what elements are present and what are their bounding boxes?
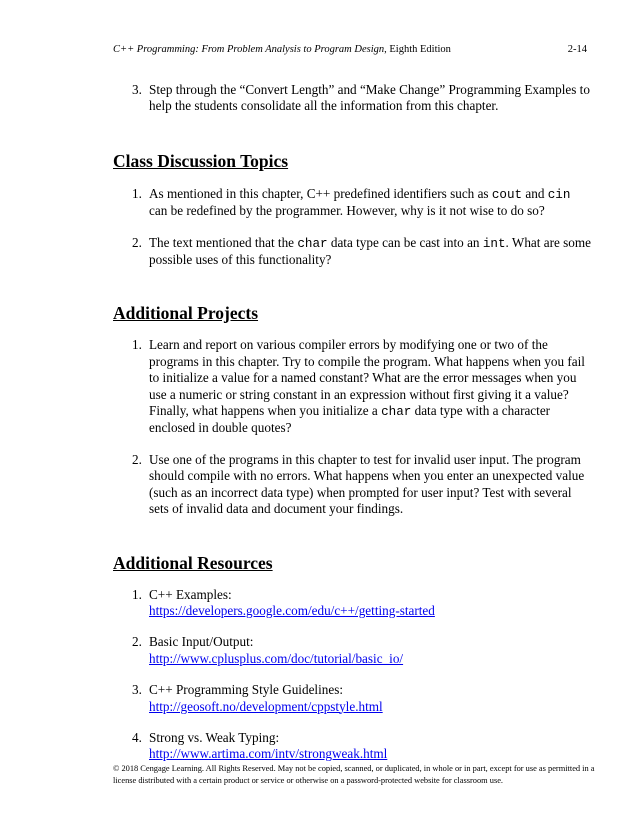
resource-label: Strong vs. Weak Typing: — [149, 729, 280, 745]
item-text: data type can be cast into an — [327, 234, 483, 250]
resource-item — [113, 634, 591, 667]
item-text: . What are some possible uses of this functionality? — [149, 234, 591, 268]
section-heading-class-discussion: Class Discussion Topics — [113, 150, 289, 171]
item-number: 2. — [132, 234, 142, 250]
code-token: int — [482, 236, 506, 251]
item-text: Step through the “Convert Length” and “Make Change” Programming Examples to help the students consolidate all the information from this chapter. — [149, 82, 590, 114]
code-token: char — [381, 405, 412, 420]
page-header — [113, 44, 587, 55]
resource-item — [113, 730, 591, 763]
item-text: As mentioned in this chapter, C++ predefined identifiers such as — [149, 185, 492, 201]
item-number: 3. — [132, 682, 142, 698]
resource-label: C++ Programming Style Guidelines: — [149, 682, 343, 698]
resource-label: Basic Input/Output: — [149, 634, 254, 650]
resource-link[interactable]: http://geosoft.no/development/cppstyle.html — [149, 698, 383, 714]
code-token: cin — [547, 187, 571, 202]
resource-link[interactable]: http://www.cplusplus.com/doc/tutorial/basic_io/ — [149, 650, 404, 666]
item-text: can be redefined by the programmer. However, why is it not wise to do so? — [149, 203, 545, 219]
item-text: and — [522, 185, 548, 201]
section-heading-additional-projects: Additional Projects — [113, 303, 259, 324]
item-number: 1. — [132, 337, 142, 353]
list-item — [113, 235, 591, 269]
item-number: 3. — [132, 82, 142, 97]
list-item — [113, 82, 591, 115]
item-text: Use one of the programs in this chapter to test for invalid user input. The program should compile with no errors. What happens when you enter an unexpected value (such as an incorrect data type) when prompted for user input? Test with several sets of invalid data and document your findings. — [149, 451, 585, 517]
code-token: cout — [491, 187, 523, 202]
header-page-number: 2-14 — [567, 44, 587, 55]
item-number: 4. — [132, 729, 142, 745]
code-token: char — [297, 236, 328, 251]
list-item — [113, 337, 591, 436]
resource-item — [113, 682, 591, 715]
resource-link[interactable]: https://developers.google.com/edu/c++/getting-started — [149, 602, 435, 618]
item-number: 1. — [132, 586, 142, 602]
header-book-title — [113, 44, 451, 55]
item-text: Learn and report on various compiler errors by modifying one or two of the programs in this chapter. Try to compile the program. What happens when you fail to initialize a value for a named constant? What are the error messages when you use a numeric or string constant in an expression without first giving it a value? Finally, what happens when you initialize a — [149, 337, 585, 419]
item-text: The text mentioned that the — [149, 234, 298, 250]
item-number: 1. — [132, 185, 142, 201]
page-content — [113, 82, 591, 763]
resource-link[interactable]: http://www.artima.com/intv/strongweak.html — [149, 746, 388, 762]
item-number: 2. — [132, 451, 142, 467]
resource-item — [113, 587, 591, 620]
item-number: 2. — [132, 634, 142, 650]
item-text: data type with a character enclosed in double quotes? — [149, 403, 551, 436]
list-item — [113, 452, 591, 518]
list-item — [113, 186, 591, 220]
header-title-italic: C++ Programming: From Problem Analysis to Program Design — [113, 44, 385, 55]
copyright-footer: © 2018 Cengage Learning. All Rights Reserved. May not be copied, scanned, or duplicated, in whole or in part, except for use as permitted in a license distributed with a certain product or service or otherwise on a password-protected website for classroom use. — [113, 764, 595, 785]
resource-label: C++ Examples: — [149, 586, 232, 602]
header-edition: , Eighth Edition — [384, 44, 451, 55]
section-heading-additional-resources: Additional Resources — [113, 552, 273, 573]
